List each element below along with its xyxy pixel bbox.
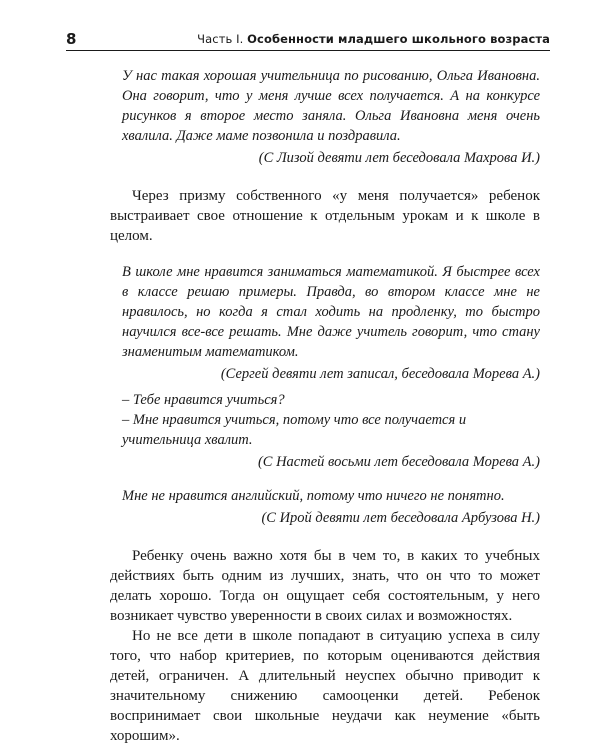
dialog-question: – Тебе нравится учиться? bbox=[122, 392, 285, 408]
paragraph-failure: Но не все дети в школе попадают в ситуацию успеха в силу того, что набор критериев, по которым оцениваются действия детей, ограничен. А длительный неуспех обычно приводит к значительному снижению самооценки детей. Ребенок воспринимает свои школьные неудачи как неумение «быть хорошим». bbox=[110, 628, 540, 744]
attribution-liza: (С Лизой девяти лет беседовала Махрова И.) bbox=[258, 150, 540, 166]
paragraph-success: Ребенку очень важно хотя бы в чем то, в каких то учебных действиях быть одним из лучших, знать, что он что то может делать хорошо. Тогда он ощущает себя состоятельным, у него возникает чувство уверенности в своих силах и возможностях. bbox=[110, 548, 540, 624]
part-label: Часть I. bbox=[197, 32, 244, 46]
quote-sergey: В школе мне нравится заниматься математикой. Я быстрее всех в классе решаю примеры. Правда, во втором классе мне не нравилось, но когда я стал ходить на продленку, то быстро научился все-все решать. Мне даже учитель говорит, что стану знаменитым математиком. bbox=[122, 264, 540, 360]
page-body bbox=[110, 66, 540, 746]
dialog-answer: – Мне нравится учиться, потому что все получается и учительница хвалит. bbox=[122, 412, 467, 448]
attribution-sergey: (Сергей девяти лет записал, беседовала Морева А.) bbox=[220, 366, 540, 382]
running-title bbox=[197, 32, 550, 46]
quote-ira: Мне не нравится английский, потому что ничего не понятно. bbox=[122, 488, 505, 504]
quote-liza: У нас такая хорошая учительница по рисованию, Ольга Ивановна. Она говорит, что у меня лучше всех получается. А на конкурсе рисунков я второе место заняла. Ольга Ивановна меня очень хвалила. Даже маме позвонила и поздравила. bbox=[122, 68, 540, 144]
dialog-nastya bbox=[110, 390, 540, 450]
page-number: 8 bbox=[66, 30, 77, 48]
chapter-title: Особенности младшего школьного возраста bbox=[247, 32, 550, 46]
paragraph-prism: Через призму собственного «у меня получается» ребенок выстраивает свое отношение к отдельным урокам и к школе в целом. bbox=[110, 188, 540, 244]
attribution-ira: (С Ирой девяти лет беседовала Арбузова Н.) bbox=[261, 510, 540, 526]
running-header bbox=[66, 28, 550, 51]
attribution-nastya: (С Настей восьми лет беседовала Морева А.) bbox=[257, 454, 540, 470]
